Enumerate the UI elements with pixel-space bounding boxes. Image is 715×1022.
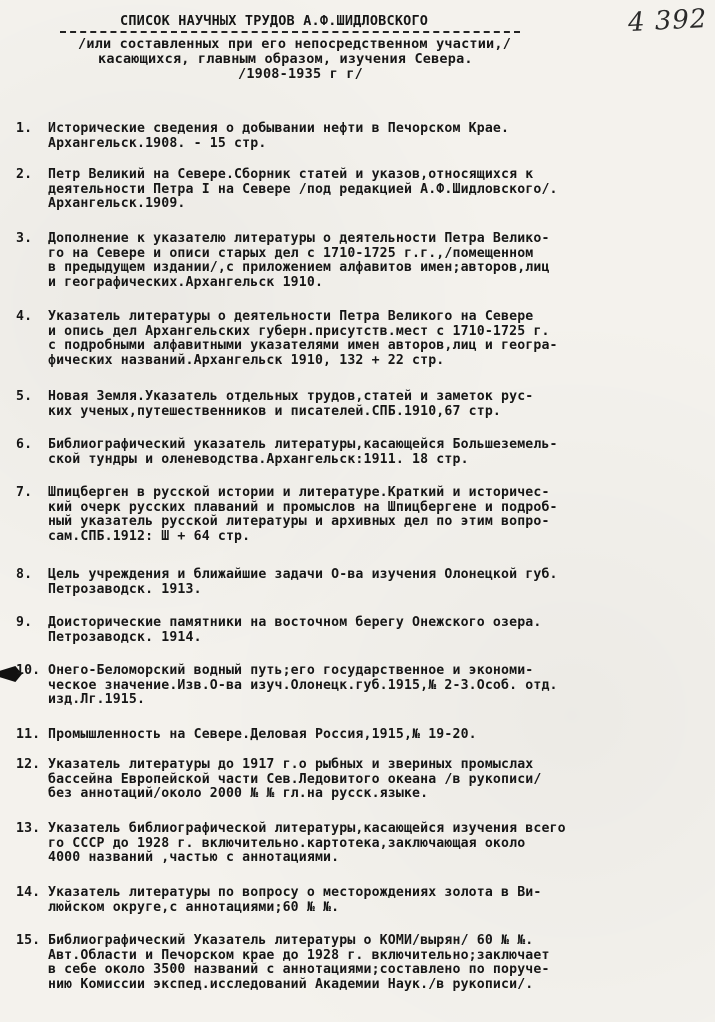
entry-text: Исторические сведения о добывании нефти в Печорском Крае. Архангельск.1908. - 15 стр.: [48, 121, 510, 151]
entry-number: 13.: [16, 821, 41, 836]
entry-text: Библиографический указатель литературы,касающейся Большеземель- ской тундры и оленеводства.Архангельск:1911. 18 стр.: [48, 437, 558, 467]
entry-number: 11.: [16, 727, 41, 742]
entry-text: Онего-Беломорский водный путь;его государственное и экономи- ческое значение.Изв.О-ва изуч.Олонецк.губ.1915,№ 2-3.Особ. отд. изд.Лг.1915.: [48, 663, 558, 708]
entry-text: Цель учреждения и ближайшие задачи О-ва изучения Олонецкой губ. Петрозаводск. 1913.: [48, 567, 558, 597]
entry-number: 5.: [16, 389, 33, 404]
entry-text: Библиографический Указатель литературы о КОМИ/вырян/ 60 № №. Авт.Области и Печорском крае до 1928 г. включительно;заключает в себе около 3500 названий с аннотациями;составлено по поруче- нию Комиссии экспед.исследований Академии Наук./в рукописи/.: [48, 933, 550, 992]
entry-number: 7.: [16, 485, 33, 500]
entry-number: 2.: [16, 167, 33, 182]
entry-number: 15.: [16, 933, 41, 948]
header-line-1: /или составленных при его непосредственном участии,/: [78, 36, 512, 52]
document-title: СПИСОК НАУЧНЫХ ТРУДОВ А.Ф.ШИДЛОВСКОГО: [60, 14, 520, 33]
entry-text: Указатель литературы о деятельности Петра Великого на Севере и опись дел Архангельских губерн.присутств.мест с 1710-1725 г. с подробными алфавитными указателями имен авторов,лиц и геогра- фических названий.Архангельск 1910, 132 + 22 стр.: [48, 309, 558, 368]
entry-number: 10.: [16, 663, 41, 678]
entry-text: Доисторические памятники на восточном берегу Онежского озера. Петрозаводск. 1914.: [48, 615, 542, 645]
entry-text: Указатель литературы по вопросу о месторождениях золота в Ви- люйском округе,с аннотациями;60 № №.: [48, 885, 542, 915]
header-line-3: /1908-1935 г г/: [238, 66, 363, 82]
entry-text: Указатель литературы до 1917 г.о рыбных и звериных промыслах бассейна Европейской части Сев.Ледовитого океана /в рукописи/ без аннотаций/около 2000 № № гл.на русск.языке.: [48, 757, 542, 802]
entry-text: Шпицберген в русской истории и литературе.Краткий и историчес- кий очерк русских плаваний и промыслов на Шпицбергене и подроб- ный указатель русской литературы и архивных дел по этим вопро- сам.СПБ.1912: Ш + 64 стр.: [48, 485, 558, 544]
entry-number: 6.: [16, 437, 33, 452]
document-header: [60, 14, 620, 82]
entry-number: 9.: [16, 615, 33, 630]
entry-text: Петр Великий на Севере.Сборник статей и указов,относящихся к деятельности Петра I на Севере /под редакцией А.Ф.Шидловского/. Архангельск.1909.: [48, 167, 558, 212]
entry-number: 1.: [16, 121, 33, 136]
entry-number: 4.: [16, 309, 33, 324]
entry-number: 14.: [16, 885, 41, 900]
archive-number: 4 392: [627, 3, 709, 39]
entry-number: 8.: [16, 567, 33, 582]
entry-text: Промышленность на Севере.Деловая Россия,1915,№ 19-20.: [48, 727, 477, 742]
entry-text: Дополнение к указателю литературы о деятельности Петра Велико- го на Севере и описи старых дел с 1710-1725 г.г.,/помещенном в предыдущем издании/,с приложением алфавитов имен;авторов,лиц и географических.Архангельск 1910.: [48, 231, 550, 290]
entry-text: Указатель библиографической литературы,касающейся изучения всего го СССР до 1928 г. включительно.картотека,заключающая около 4000 названий ,частью с аннотациями.: [48, 821, 566, 866]
entry-number: 12.: [16, 757, 41, 772]
entry-text: Новая Земля.Указатель отдельных трудов,статей и заметок рус- ких ученых,путешественников и писателей.СПБ.1910,67 стр.: [48, 389, 534, 419]
entry-number: 3.: [16, 231, 33, 246]
header-line-2: касающихся, главным образом, изучения Севера.: [98, 51, 473, 67]
